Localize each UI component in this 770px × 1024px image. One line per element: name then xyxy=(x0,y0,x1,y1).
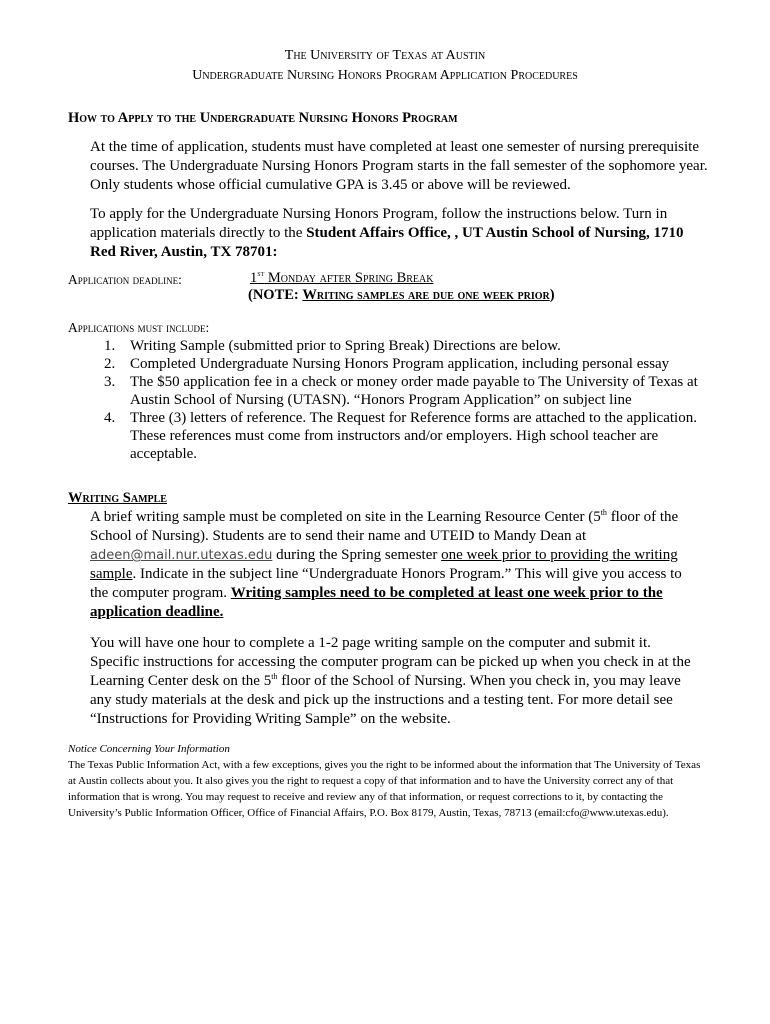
ws-sup-1: th xyxy=(600,508,607,517)
list-item-number: 1. xyxy=(104,338,116,354)
ws-text-a: A brief writing sample must be completed on site in the Learning Resource Center (5 xyxy=(90,509,601,525)
applications-title: Applications must include: xyxy=(68,320,210,335)
ws-bold-deadline: Writing samples need to be completed at least one week prior to the application deadline. xyxy=(90,585,663,620)
deadline-label: Application deadline: xyxy=(68,272,182,287)
submission-lead: To apply for the Undergraduate Nursing Honors Program, follow the instructions below. Turn in application materials directly to the xyxy=(90,206,668,241)
deadline-ordinal: 1 xyxy=(250,270,258,286)
list-item-text: The $50 application fee in a check or money order made payable to The University of Texas at Austin School of Nursing (UTASN). “Honors Program Application” on subject line xyxy=(130,374,698,408)
ws-text-d: . Indicate in the subject line “Undergraduate Honors Program.” This will give you access to the computer program. xyxy=(90,566,682,601)
list-item xyxy=(90,409,715,463)
ws2-text-b: floor of the School of Nursing. When you check in, you may leave any study materials at the desk and pick up the instructions and a testing tent. For more detail see “Instructions for Providing Writing Sample” on the website. xyxy=(90,673,681,727)
list-item-number: 2. xyxy=(104,356,116,372)
ws-text-c: during the Spring semester xyxy=(272,547,442,563)
deadline-note-open: (NOTE: xyxy=(248,287,303,303)
header-university: The University of Texas at Austin xyxy=(284,48,486,63)
deadline-ordinal-suffix: st xyxy=(257,269,265,279)
list-item xyxy=(90,373,715,409)
notice-title: Notice Concerning Your Information xyxy=(68,743,230,755)
list-item xyxy=(90,337,715,355)
list-item-text: Three (3) letters of reference. The Request for Reference forms are attached to the application. These references must come from instructors and/or employers. High school teacher are acceptable. xyxy=(130,410,697,462)
writing-sample-paragraph-1 xyxy=(90,508,700,622)
applications-list xyxy=(90,337,715,463)
ws2-text-a: You will have one hour to complete a 1-2 page writing sample on the computer and submit it. Specific instructions for accessing the computer program can be picked up when you check in at the Learning Center desk on the 5 xyxy=(90,635,691,689)
notice-block xyxy=(68,741,708,821)
submission-address: Student Affairs Office, , UT Austin School of Nursing, 1710 Red River, Austin, TX 78701: xyxy=(90,225,684,260)
notice-text: The Texas Public Information Act, with a few exceptions, gives you the right to be informed about the information that The University of Texas at Austin collects about you. It also gives you the right to request a copy of that information and to have the University correct any of that information that is wrong. You may request to receive and review any of that information, or request corrections to it, by contacting the University’s Public Information Officer, Office of Financial Affairs, P.O. Box 8179, Austin, Texas, 78713 (email:cfo@www.utexas.edu). xyxy=(68,759,701,819)
email-link[interactable]: adeen@mail.nur.utexas.edu xyxy=(90,548,273,563)
list-item-text: Writing Sample (submitted prior to Spring Break) Directions are below. xyxy=(130,338,561,354)
header-subtitle: Undergraduate Nursing Honors Program Application Procedures xyxy=(192,68,578,83)
ws-text-b: floor of the School of Nursing). Students are to send their name and UTEID to Mandy Dean at xyxy=(90,509,679,544)
deadline-note xyxy=(248,287,555,304)
writing-sample-paragraph-2 xyxy=(90,634,700,729)
deadline-note-text: Writing samples are due one week prior xyxy=(302,287,550,303)
list-item xyxy=(90,355,715,373)
list-item-number: 4. xyxy=(104,410,116,426)
how-to-apply-title: How to Apply to the Undergraduate Nursing Honors Program xyxy=(68,110,458,126)
deadline-value xyxy=(250,270,433,287)
submission-paragraph xyxy=(90,205,710,262)
list-item-text: Completed Undergraduate Nursing Honors Program application, including personal essay xyxy=(130,356,670,372)
list-item-number: 3. xyxy=(104,374,116,390)
intro-paragraph: At the time of application, students must have completed at least one semester of nursing prerequisite courses. The Undergraduate Nursing Honors Program starts in the fall semester of the sophomore year. Only students whose official cumulative GPA is 3.45 or above will be reviewed. xyxy=(90,139,708,193)
deadline-day: Monday after Spring Break xyxy=(264,270,434,286)
deadline-note-close: ) xyxy=(549,287,555,303)
writing-sample-title: Writing Sample xyxy=(68,490,167,506)
ws-underlined-deadline: one week prior to providing the writing sample xyxy=(90,547,678,582)
ws-sup-2: th xyxy=(271,672,278,681)
